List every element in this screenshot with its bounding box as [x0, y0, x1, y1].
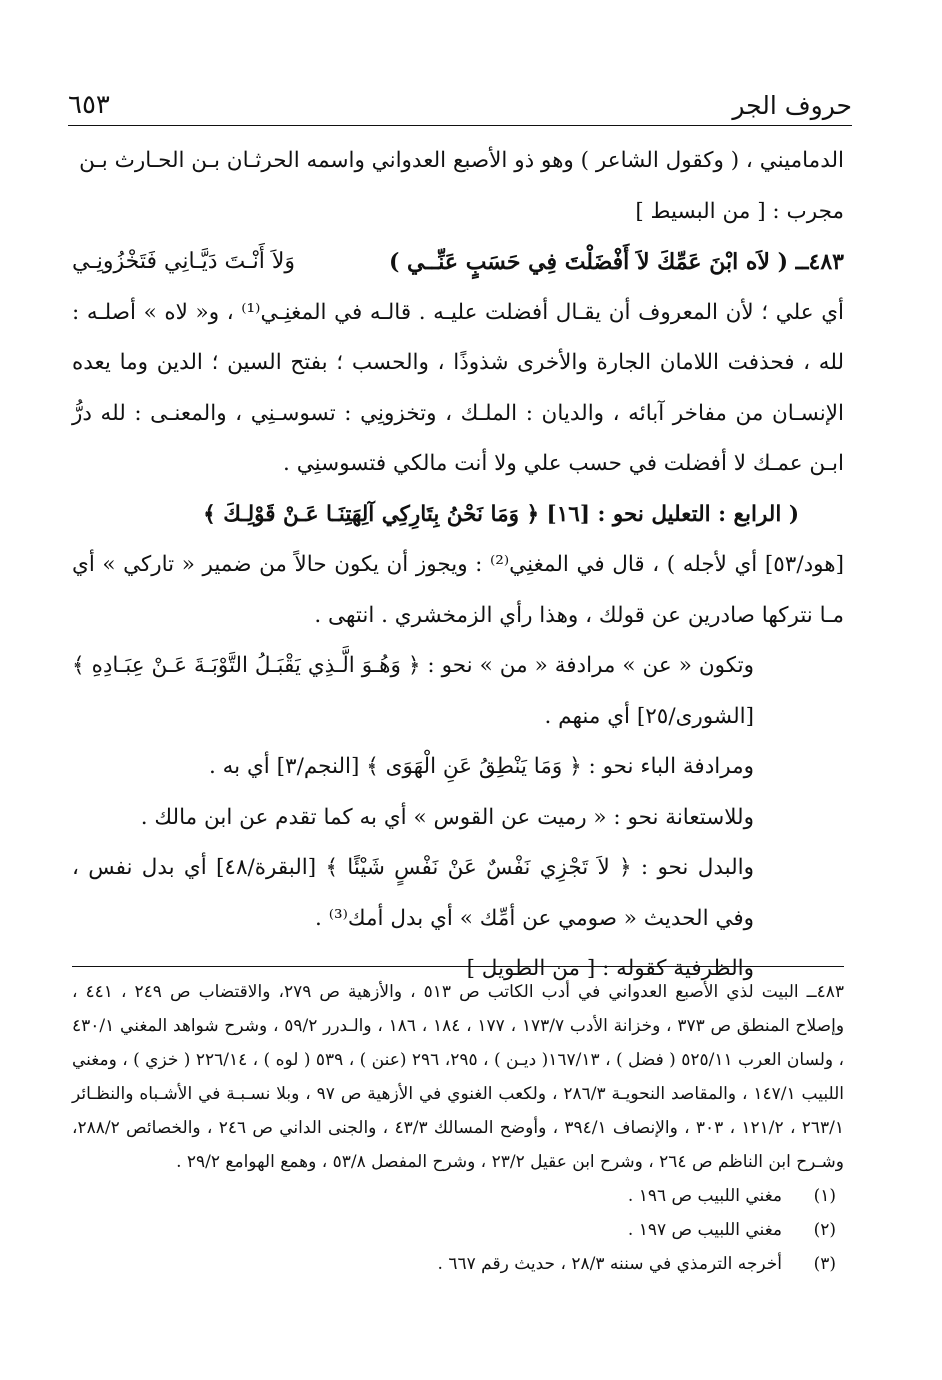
paragraph-substitution: والبدل نحو : ﴿ لاَ تَجْزِي نَفْسٌ عَنْ نَفْسٍ شَيْئًا ﴾ [البقرة/٤٨] أي بدل نفس ، وفي الحديث « صومي عن أمِّك » أي بدل أمك⁽³⁾ .: [72, 855, 754, 931]
footnote-number: (٢): [813, 1220, 836, 1240]
footnote-text: مغني اللبيب ص ١٩٦ .: [627, 1186, 782, 1206]
paragraph-commentary: أي علي ؛ لأن المعروف أن يقـال أفضلت عليـه . قالـه في المغنِـي⁽¹⁾ ، و« لاه » أصلـه : لله ، فحذفت اللامان الجارة والأخرى شذوذًا ، والحسب ؛ بفتح السين ؛ الدين وما يعده الإنسـان من مفاخر آبائه ، والديان : الملـك ، وتخزونِي : تسوسـنِي ، والمعنـى : لله درُّ ابـن عمـك لا أفضلت في حسب علي ولا أنت مالكي فتسوسنِي .: [72, 299, 844, 476]
footnote-text: أخرجه الترمذي في سننه ٢٨/٣ ، حديث رقم ٦٦٧ .: [437, 1254, 782, 1274]
paragraph-fourth-meaning-line1: ( الرابع : التعليل نحو : [١٦] ﴿ وَمَا نَحْنُ بِتَارِكِي آلِهَتِنَـا عَـنْ قَوْلِـكَ ﴾: [203, 501, 799, 527]
verse-number: ٤٨٣ــ: [795, 249, 844, 275]
footnote-rule: [72, 966, 844, 967]
footnote-number: (١): [813, 1186, 836, 1206]
page-header: [68, 78, 852, 120]
verse-483: [72, 237, 844, 288]
paragraph-synonym-ba: ومرادفة الباء نحو : ﴿ وَمَا يَنْطِقُ عَنِ الْهَوَى ﴾ [النجم/٣] أي به .: [208, 754, 754, 779]
verse-hemi-a-text: ( لاَه ابْنَ عَمِّكَ لاَ أَفْضَلْتَ فِي حَسَبٍ عَنِّــي ): [388, 249, 788, 275]
footnote-number: (٣): [813, 1254, 836, 1274]
footnote-item: [72, 1213, 844, 1247]
paragraph-synonym-min: وتكون « عن » مرادفة « من » نحو : ﴿ وَهُـوَ الَّـذِي يَقْبَـلُ التَّوْبَـةَ عَـنْ عِبَـادِهِ ﴾ [الشورى/٢٥] أي منهم .: [72, 653, 754, 729]
footnote-item: [72, 1247, 844, 1281]
running-title: حروف الجر: [732, 91, 852, 120]
paragraph-intro-line2: مجرب : [ من البسيط ]: [635, 198, 844, 224]
page-number: ٦٥٣: [68, 90, 110, 120]
footnotes: [72, 975, 844, 1281]
header-rule: [68, 125, 852, 126]
footnote-item: [72, 1179, 844, 1213]
paragraph-fourth-meaning-rest: [هود/٥٣] أي لأجله ) ، قال في المغنِي⁽²⁾ : ويجوز أن يكون حالاً من ضمير « تاركي » أي مـا نتركها صادرين عن قولك ، وهذا رأي الزمخشري . انتهى .: [72, 552, 845, 628]
verse-first-hemistich: [389, 237, 844, 288]
paragraph-instrumental: وللاستعانة نحو : « رميت عن القوس » أي به كما تقدم عن ابن مالك .: [140, 804, 754, 830]
footnote-verse-483: ٤٨٣ــ البيت لذي الأصبع العدواني في أدب الكاتب ص ٥١٣ ، والأزهية ص ٢٧٩، والاقتضاب ص ٢٤٩ ، ٤٤١ ، وإصلاح المنطق ص ٣٧٣ ، وخزانة الأدب ١٧٣/٧ ، ١٧٧ ، ١٨٤ ، ١٨٦ ، والـدرر ٥٩/٢ ، وشرح شواهد المغني ٤٣٠/١ ، ولسان العرب ٥٢٥/١١ ( فضل ) ، ١٦٧/١٣( ديـن ) ، ٢٩٥، ٢٩٦ (عنن ) ، ٥٣٩ ( لوه ) ، ٢٢٦/١٤ ( خزي ) ، ومغني اللبيب ١٤٧/١ ، والمقاصد النحويـة ٢٨٦/٣ ، ولكعب الغنوي في الأزهية ص ٩٧ ، وبلا نسـبـة في الأشـباه والنظـائر ٢٦٣/١ ، ١٢١/٢ ، ٣٠٣ ، والإنصاف ٣٩٤/١ ، وأوضح المسالك ٤٣/٣ ، والجنى الداني ص ٢٤٦ ، والخصائص ٢٨٨/٢، وشـرح ابن الناظم ص ٢٦٤ ، وشرح ابن عقيل ٢٣/٢ ، وشرح المفصل ٥٣/٨ ، وهمع الهوامع ٢٩/٢ .: [72, 982, 845, 1172]
paragraph-locative: والظرفية كقوله : [ من الطويل ]: [466, 956, 754, 981]
footnote-text: مغني اللبيب ص ١٩٧ .: [627, 1220, 782, 1240]
main-text: [72, 136, 844, 995]
paragraph-intro-line1: الدماميني ، ( وكقول الشاعر ) وهو ذو الأصبع العدواني واسمه الحرثـان بـن الحـارث بـن: [79, 148, 844, 173]
verse-second-hemistich: وَلاَ أَنْـتَ دَيَّـانِي فَتَخْزُونِـي: [72, 249, 295, 274]
